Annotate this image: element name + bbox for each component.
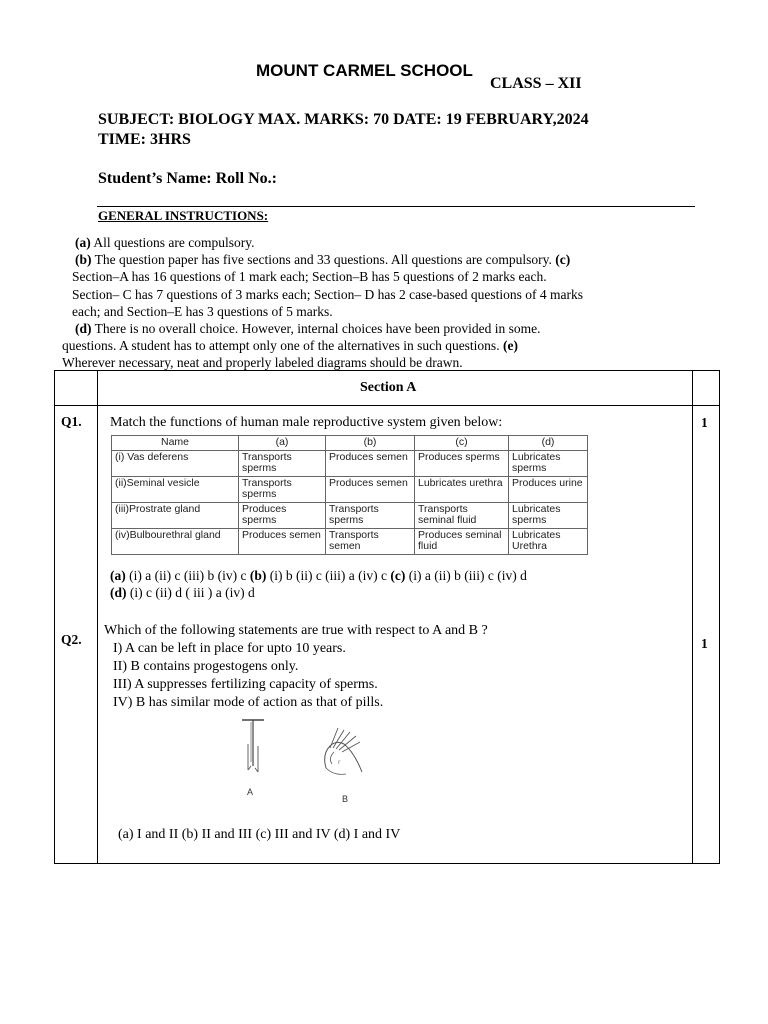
option-tag: (a) [110,568,126,583]
instruction-a [75,234,254,251]
instruction-text: questions. A student has to attempt only one of the alternatives in such questions. [62,338,503,353]
instruction-line: Section–A has 16 questions of 1 mark each; Section–B has 5 questions of 2 marks each. [72,269,547,284]
table-row [112,528,588,554]
table-border [54,370,55,863]
instruction-text: All questions are compulsory. [90,235,255,250]
option-tag: (c) [390,568,406,583]
instruction-tag: (e) [502,338,518,353]
table-cell: (ii)Seminal vesicle [112,476,239,502]
table-cell: Produces seminal fluid [415,528,509,554]
section-title: Section A [360,380,417,395]
table-cell: Lubricates sperms [509,450,588,476]
table-cell: Transports sperms [326,502,415,528]
option-text: (i) c (ii) d ( iii ) a (iv) d [126,585,255,600]
table-cell: Transports sperms [239,450,326,476]
class-label: CLASS – XII [490,75,582,92]
figure-label-a: A [247,787,254,797]
table-cell: (iii)Prostrate gland [112,502,239,528]
table-cell: Transports semen [326,528,415,554]
table-border [97,370,98,863]
table-cell: Produces urine [509,476,588,502]
option-text: (i) a (ii) c (iii) b (iv) c [125,568,250,583]
time-line: TIME: 3HRS [98,131,191,148]
question-number: Q2. [61,632,82,647]
answer-options [110,585,255,601]
implant-diagram [318,724,368,784]
statement: II) B contains progestogens only. [113,659,299,674]
instruction-text: There is no overall choice. However, internal choices have been provided in some. [91,321,541,336]
figure-label-b: B [342,794,349,804]
answer-options [110,568,527,584]
instruction-tag: (c) [555,252,571,267]
table-header-cell: (c) [415,436,509,451]
matching-table [111,435,588,555]
statement: IV) B has similar mode of action as that of pills. [113,695,384,710]
answer-options: (a) I and II (b) II and III (c) III and IV (d) I and IV [118,827,401,842]
option-text: (i) b (ii) c (iii) a (iv) c [266,568,391,583]
question-text: Match the functions of human male reproductive system given below: [110,415,503,430]
table-row [112,476,588,502]
divider-line [97,206,695,207]
instruction-line: each; and Section–E has 3 questions of 5 marks. [72,304,333,319]
question-marks: 1 [701,415,708,430]
table-cell: (iv)Bulbourethral gland [112,528,239,554]
question-number: Q1. [61,414,82,429]
table-cell: Produces semen [239,528,326,554]
instruction-tag: (d) [75,321,92,336]
iud-diagram [236,714,272,778]
table-cell: Transports sperms [239,476,326,502]
question-text: Which of the following statements are true with respect to A and B ? [104,623,488,638]
instruction-line [62,337,518,354]
instruction-line: Wherever necessary, neat and properly labeled diagrams should be drawn. [62,355,463,370]
student-name-line: Student’s Name: Roll No.: [98,170,277,187]
option-tag: (b) [249,568,267,583]
table-border [54,405,720,406]
table-cell: Produces semen [326,450,415,476]
table-cell: Produces semen [326,476,415,502]
option-tag: (d) [110,585,127,600]
table-row [112,502,588,528]
instructions-title: GENERAL INSTRUCTIONS: [98,208,269,223]
table-cell: Lubricates sperms [509,502,588,528]
school-name: MOUNT CARMEL SCHOOL [256,61,473,80]
instruction-tag: (a) [75,235,91,250]
table-cell: Transports seminal fluid [415,502,509,528]
table-header-cell: (d) [509,436,588,451]
table-border [719,370,720,863]
table-header-cell: Name [112,436,239,451]
instruction-line: Section– C has 7 questions of 3 marks each; Section– D has 2 case-based questions of 4 marks [72,287,584,302]
question-marks: 1 [701,636,708,651]
instruction-tag: (b) [75,252,92,267]
instruction-b [75,251,570,268]
statement: I) A can be left in place for upto 10 years. [113,641,346,656]
table-border [54,863,720,864]
table-border [54,370,720,371]
instruction-d [75,320,541,337]
instruction-text: The question paper has five sections and 33 questions. All questions are compulsory. [91,252,556,267]
table-cell: Lubricates urethra [415,476,509,502]
table-border [692,370,693,863]
table-header-cell: (b) [326,436,415,451]
subject-line: SUBJECT: BIOLOGY MAX. MARKS: 70 DATE: 19 FEBRUARY,2024 [98,111,589,128]
table-cell: Lubricates Urethra [509,528,588,554]
table-header-cell: (a) [239,436,326,451]
svg-text:r: r [338,759,341,766]
table-row [112,450,588,476]
table-header-row [112,436,588,451]
option-text: (i) a (ii) b (iii) c (iv) d [405,568,527,583]
table-cell: (i) Vas deferens [112,450,239,476]
table-cell: Produces sperms [239,502,326,528]
table-cell: Produces sperms [415,450,509,476]
statement: III) A suppresses fertilizing capacity of sperms. [113,677,378,692]
